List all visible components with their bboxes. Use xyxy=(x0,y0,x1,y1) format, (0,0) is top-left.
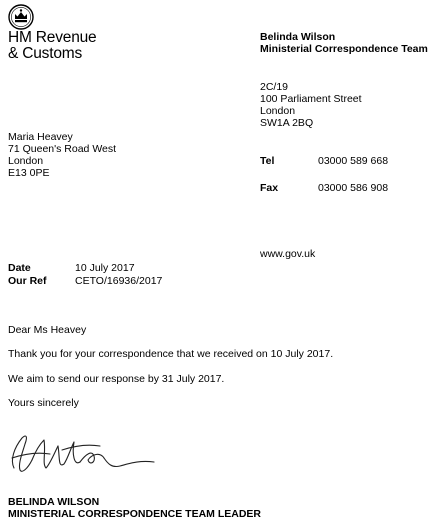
body-paragraph: Thank you for your correspondence that we received on 10 July 2017. xyxy=(8,348,334,360)
signatory-name: BELINDA WILSON xyxy=(8,496,100,508)
recipient-address-line: Maria Heavey xyxy=(8,131,73,143)
sender-address-line: 100 Parliament Street xyxy=(260,93,362,105)
fax-label: Fax xyxy=(260,182,279,194)
date-value: 10 July 2017 xyxy=(75,262,135,274)
hmrc-wordmark xyxy=(8,30,96,62)
sender-address-line: London xyxy=(260,105,296,117)
salutation: Dear Ms Heavey xyxy=(8,324,87,336)
reference-value: CETO/16936/2017 xyxy=(75,275,163,287)
logo-line-1: HM Revenue xyxy=(8,29,97,46)
recipient-address-line: 71 Queen's Road West xyxy=(8,143,117,155)
sender-address-line: 2C/19 xyxy=(260,81,289,93)
recipient-address-line: London xyxy=(8,155,44,167)
body-paragraph: We aim to send our response by 31 July 2017. xyxy=(8,373,225,385)
logo-line-2: & Customs xyxy=(8,45,82,62)
sender-team: Ministerial Correspondence Team xyxy=(260,43,428,55)
fax-value: 03000 586 908 xyxy=(318,182,389,194)
sender-address-line: SW1A 2BQ xyxy=(260,117,314,129)
website-link[interactable]: www.gov.uk xyxy=(260,248,316,260)
recipient-address-line: E13 0PE xyxy=(8,167,50,179)
date-label: Date xyxy=(8,262,31,274)
royal-crest-icon xyxy=(8,4,34,30)
tel-label: Tel xyxy=(260,155,275,167)
handwritten-signature xyxy=(4,424,164,480)
signatory-title: MINISTERIAL CORRESPONDENCE TEAM LEADER xyxy=(8,508,261,520)
tel-value: 03000 589 668 xyxy=(318,155,389,167)
sender-name: Belinda Wilson xyxy=(260,31,336,43)
reference-label: Our Ref xyxy=(8,275,47,287)
closing: Yours sincerely xyxy=(8,397,79,409)
